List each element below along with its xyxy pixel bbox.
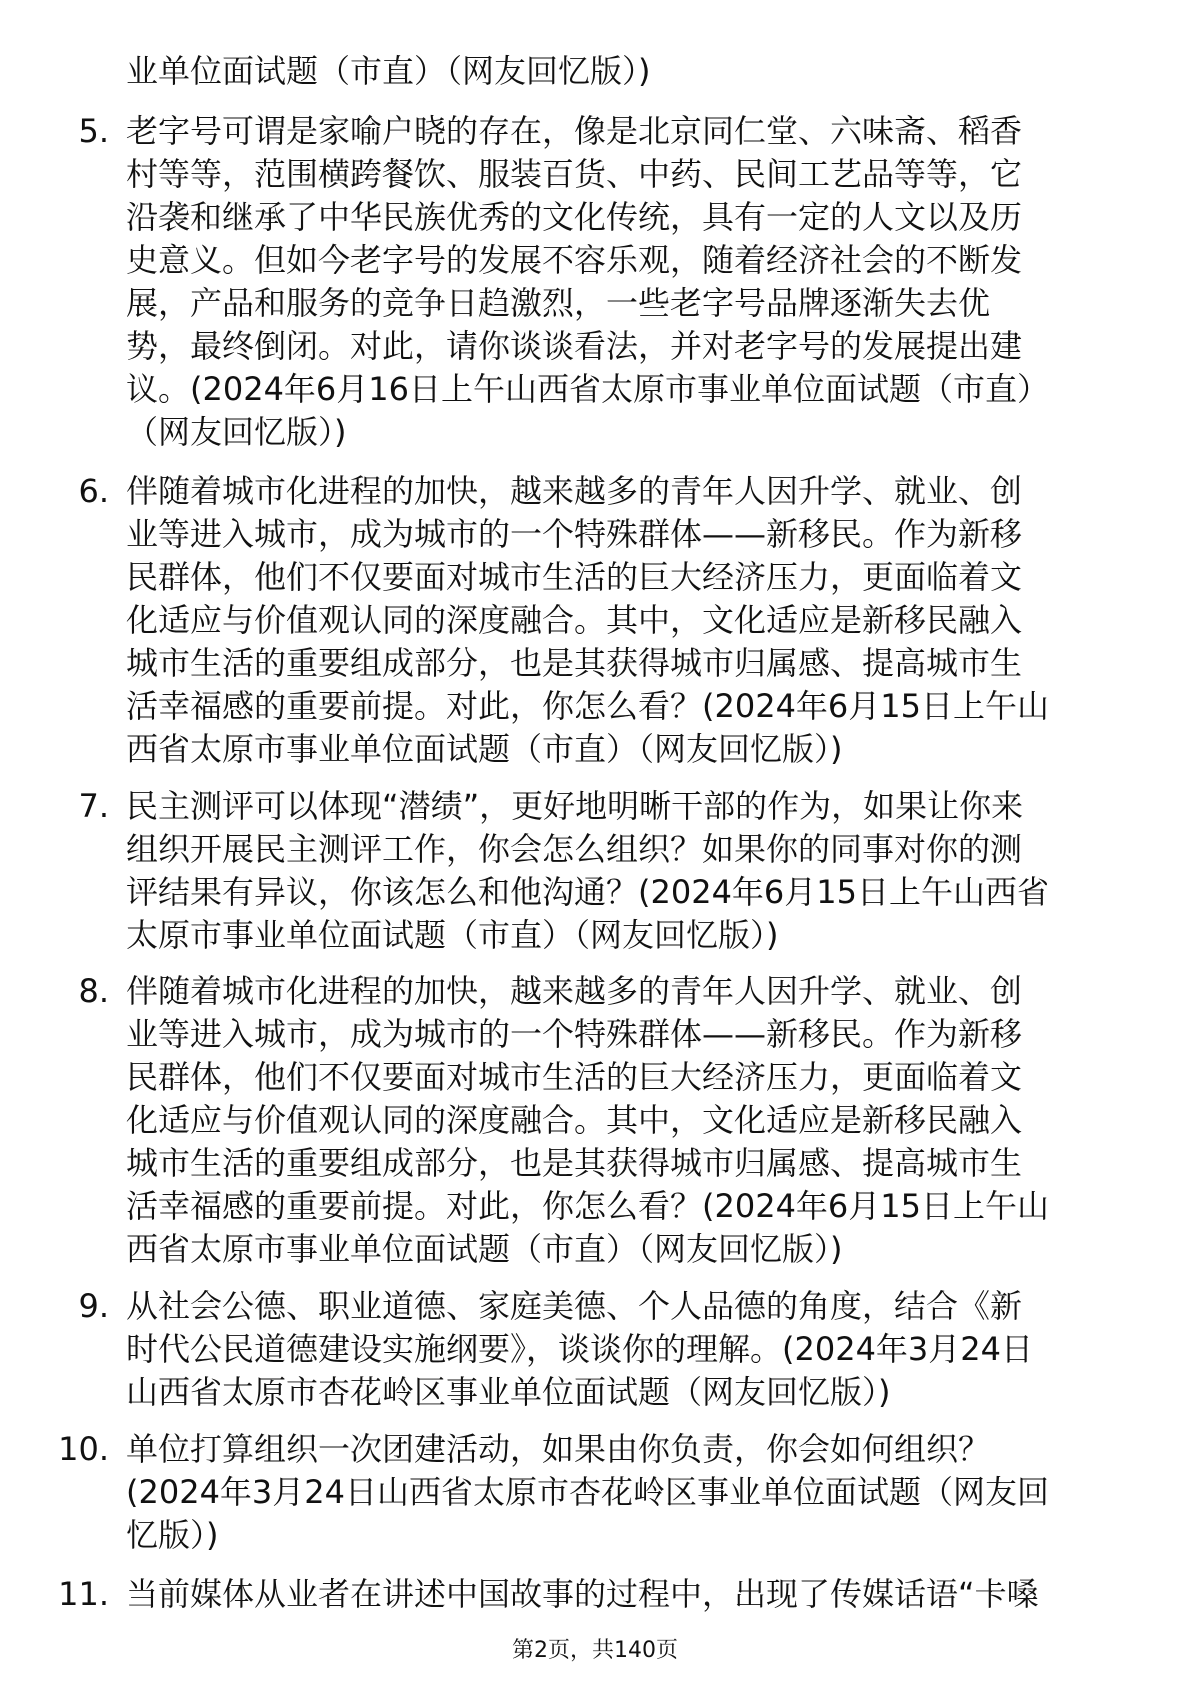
question-number: 7.	[78, 787, 109, 825]
question-number: 10.	[58, 1430, 109, 1468]
text-line: 城市生活的重要组成部分，也是其获得城市归属感、提高城市生	[126, 1144, 1023, 1182]
text-line: 势，最终倒闭。对此，请你谈谈看法，并对老字号的发展提出建	[126, 327, 1023, 365]
text-line: 西省太原市事业单位面试题（市直）（网友回忆版）)	[126, 730, 843, 768]
text-line: 沿袭和继承了中华民族优秀的文化传统，具有一定的人文以及历	[126, 198, 1023, 236]
question-text	[126, 470, 1126, 771]
text-line: 评结果有异议，你该怎么和他沟通？(2024年6月15日上午山西省	[126, 873, 1050, 911]
question-number: 9.	[78, 1287, 109, 1325]
text-line: 太原市事业单位面试题（市直）（网友回忆版）)	[126, 916, 779, 954]
text-line: （网友回忆版）)	[126, 413, 347, 451]
text-line: 民群体，他们不仅要面对城市生活的巨大经济压力，更面临着文	[126, 1058, 1023, 1096]
text-line: 村等等，范围横跨餐饮、服装百货、中药、民间工艺品等等，它	[126, 155, 1023, 193]
question-number: 8.	[78, 972, 109, 1010]
text-line: 展，产品和服务的竞争日趋激烈，一些老字号品牌逐渐失去优	[126, 284, 991, 322]
text-line: 单位打算组织一次团建活动，如果由你负责，你会如何组织？	[126, 1430, 991, 1468]
question-number: 5.	[78, 112, 109, 150]
text-line: 西省太原市事业单位面试题（市直）（网友回忆版）)	[126, 1230, 843, 1268]
text-line: 当前媒体从业者在讲述中国故事的过程中，出现了传媒话语“卡嗓	[126, 1575, 1039, 1613]
text-line: 史意义。但如今老字号的发展不容乐观，随着经济社会的不断发	[126, 241, 1023, 279]
question-text	[126, 785, 1126, 957]
text-line: 民群体，他们不仅要面对城市生活的巨大经济压力，更面临着文	[126, 558, 1023, 596]
text-line: 老字号可谓是家喻户晓的存在，像是北京同仁堂、六味斋、稻香	[126, 112, 1023, 150]
text-line: 议。(2024年6月16日上午山西省太原市事业单位面试题（市直）	[126, 370, 1050, 408]
text-line: (2024年3月24日山西省太原市杏花岭区事业单位面试题（网友回	[126, 1473, 1050, 1511]
text-line: 活幸福感的重要前提。对此，你怎么看？(2024年6月15日上午山	[126, 687, 1050, 725]
question-text	[126, 970, 1126, 1271]
page-footer	[0, 1637, 1190, 1665]
page-number-label: 第2页，共140页	[512, 1638, 678, 1663]
text-line: 山西省太原市杏花岭区事业单位面试题（网友回忆版）)	[126, 1373, 891, 1411]
continued-question-text	[126, 50, 1126, 93]
question-text	[126, 1428, 1126, 1557]
text-line: 业等进入城市，成为城市的一个特殊群体——新移民。作为新移	[126, 1015, 1023, 1053]
question-text	[126, 1285, 1126, 1414]
text-line: 组织开展民主测评工作，你会怎么组织？如果你的同事对你的测	[126, 830, 1023, 868]
text-line: 从社会公德、职业道德、家庭美德、个人品德的角度，结合《新	[126, 1287, 1023, 1325]
text-line: 民主测评可以体现“潜绩”，更好地明晰干部的作为，如果让你来	[126, 787, 1024, 825]
text-line: 城市生活的重要组成部分，也是其获得城市归属感、提高城市生	[126, 644, 1023, 682]
text-line: 伴随着城市化进程的加快，越来越多的青年人因升学、就业、创	[126, 972, 1023, 1010]
text-line: 时代公民道德建设实施纲要》，谈谈你的理解。(2024年3月24日	[126, 1330, 1034, 1368]
question-text	[126, 110, 1126, 454]
question-text	[126, 1573, 1126, 1616]
text-line: 业单位面试题（市直）（网友回忆版）)	[126, 52, 651, 90]
text-line: 伴随着城市化进程的加快，越来越多的青年人因升学、就业、创	[126, 472, 1023, 510]
text-line: 化适应与价值观认同的深度融合。其中，文化适应是新移民融入	[126, 1101, 1023, 1139]
text-line: 忆版）)	[126, 1516, 219, 1554]
text-line: 业等进入城市，成为城市的一个特殊群体——新移民。作为新移	[126, 515, 1023, 553]
text-line: 化适应与价值观认同的深度融合。其中，文化适应是新移民融入	[126, 601, 1023, 639]
text-line: 活幸福感的重要前提。对此，你怎么看？(2024年6月15日上午山	[126, 1187, 1050, 1225]
question-number: 6.	[78, 472, 109, 510]
question-number: 11.	[58, 1575, 109, 1613]
